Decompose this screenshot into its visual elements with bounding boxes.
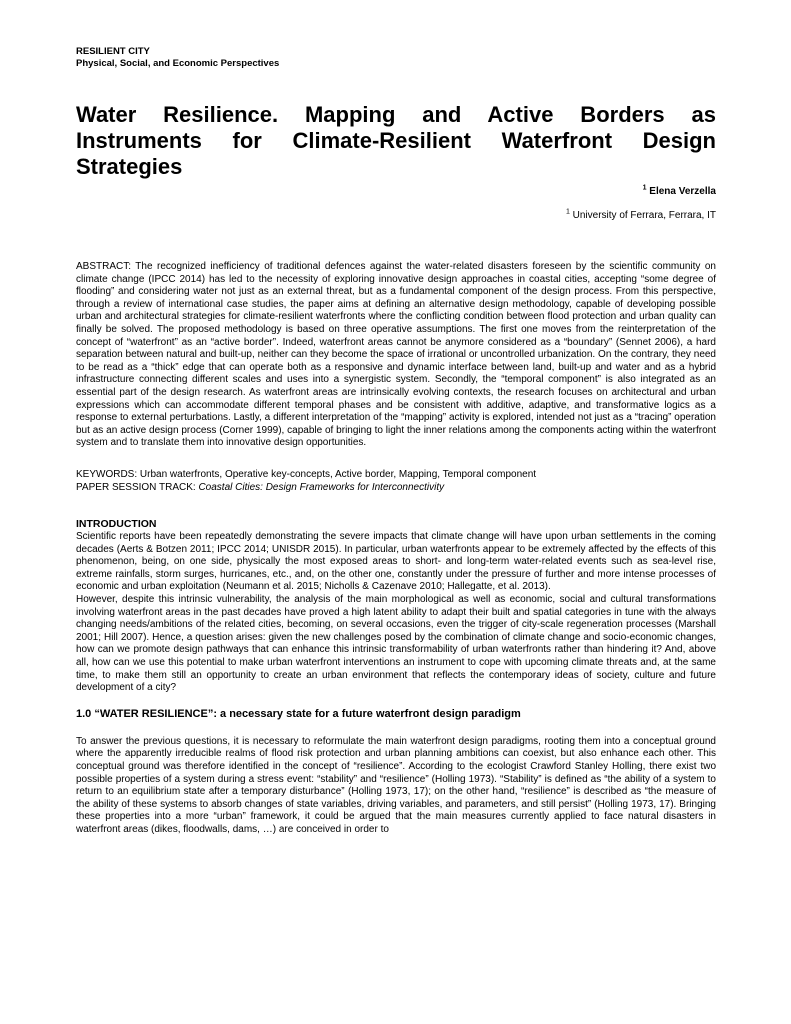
author-superscript: 1 (642, 184, 647, 192)
author-line (76, 186, 716, 197)
affiliation-superscript: 1 (565, 208, 570, 216)
keywords-label: KEYWORDS: (76, 468, 138, 480)
keywords-text: Urban waterfronts, Operative key-concepts, Active border, Mapping, Temporal component (139, 468, 537, 480)
abstract: ABSTRACT: The recognized inefficiency of traditional defences against the water-related disasters foreseen by the scientific community on climate change (IPCC 2014) has led to the necessity of exploring innovative design approaches in coastal cities, accepting “some degree of flooding” and considering water not just as an external threat, but as a fundamental component of the design process. From this perspective, through a review of international case studies, the paper aims at defining an alternative design methodology, capable of developing possible urban and architectural strategies for climate-resilient waterfronts where the conflicting condition between flood protection and urban quality can finally be solved. The proposed methodology is based on three operative assumptions. The first one moves from the reinterpretation of the concept of “waterfront” as an “active border”. Indeed, waterfront areas cannot be anymore considered as a “boundary” (Sennet 2006), a hard separation between natural and built-up, neither can they become the space of irrational or uncontrolled urbanization. On the contrary, they need to be read as a “thick” edge that can operate both as a responsive and dynamic interface between land, built-up and water and as a hybrid infrastructure connecting different scales and uses into a synergistic system. Secondly, the “temporal component” is also integrated as an essential part of the design research. As waterfront areas are intrinsically evolving contexts, the research focuses on architectural and urban expressions which can accommodate different temporal phases and be consistent with additive, adaptive, and transformative logics as a response to external perturbations. Lastly, a different interpretation of the “mapping” activity is explored, intended not just as a “tracing” operation but as an active design process (Corner 1999), capable of bringing to light the inner relations among the components acting within the waterfront system and to translate them into innovative design opportunities. (76, 261, 716, 449)
track-line (76, 482, 716, 495)
paper-page (76, 46, 716, 837)
keywords-block (76, 469, 716, 494)
introduction-paragraph-2: However, despite this intrinsic vulnerability, the analysis of the main morphological as well as economic, social and cultural transformations involving waterfront areas in the past decades have proved a high latent ability to adapt their built and spatial categories in tune with the always changing needs/ambitions of the related cities, becoming, on several occasions, even the trigger of city-scale regeneration processes (Marshall 2001; Hill 2007). Hence, a question arises: given the new challenges posed by the combination of climate change and socio-economic changes, how can we promote design pathways that can enhance this intrinsic transformability of urban waterfronts rather than hindering it? And, above all, how can we use this potential to make urban waterfront interventions an instrument to cope with upcoming climate threats and, at the same time, to make them still an opportunity to create an urban environment that reflects the contemporary ideas of society, culture and future development of a city? (76, 594, 716, 694)
section-1-heading: 1.0 “WATER RESILIENCE”: a necessary state for a future waterfront design paradigm (76, 707, 521, 720)
series-title: RESILIENT CITY (76, 46, 150, 57)
affiliation-text: University of Ferrara, Ferrara, IT (572, 210, 716, 221)
track-label: PAPER SESSION TRACK: (76, 481, 196, 493)
series-subtitle: Physical, Social, and Economic Perspectives (76, 58, 280, 69)
affiliation-line (76, 210, 716, 221)
keywords-line (76, 469, 716, 482)
track-text: Coastal Cities: Design Frameworks for Interconnectivity (198, 481, 445, 493)
author-name: Elena Verzella (649, 186, 716, 197)
introduction-paragraph-1: Scientific reports have been repeatedly demonstrating the severe impacts that climate change will have upon urban settlements in the coming decades (Aerts & Botzen 2011; IPCC 2014; UNISDR 2015). In particular, urban waterfronts appear to be extremely affected by the effects of this phenomenon, being, on one side, physically the most exposed areas to short- and long-term water-related events such as sea-level rise, extreme rainfalls, storm surges, hurricanes, etc., and, on the other one, constantly under the pressure of further and more intense processes of economic and urban exploitation (Neumann et al. 2015; Nicholls & Cazenave 2010; Hallegatte, et al. 2013). (76, 531, 716, 593)
series-header (76, 46, 716, 70)
introduction-heading: INTRODUCTION (76, 518, 157, 531)
section-1-paragraph-1: To answer the previous questions, it is necessary to reformulate the main waterfront design paradigms, rooting them into a conceptual ground where the apparently irreducible realms of flood risk protection and urban planning ambitions can coexist, but also enhance each other. This conceptual ground was therefore identified in the concept of “resilience”. According to the ecologist Crawford Stanley Holling, there exist two possible properties of a system during a stress event: “stability” and “resilience” (Holling 1973). “Stability” is defined as “the ability of a system to return to an equilibrium state after a temporary disturbance” (Holling 1973, 17); on the other hand, “resilience” is described as “the measure of the ability of these systems to absorb changes of state variables, driving variables, and parameters, and still persist” (Holling 1973, 17). Bringing these properties into a more “urban” framework, it could be argued that the main measures currently applied to face natural disasters in waterfront areas (dikes, floodwalls, dams, …) are conceived in order to (76, 735, 716, 835)
paper-title: Water Resilience. Mapping and Active Borders as Instruments for Climate-Resilient Waterfront Design Strategies (76, 102, 716, 179)
